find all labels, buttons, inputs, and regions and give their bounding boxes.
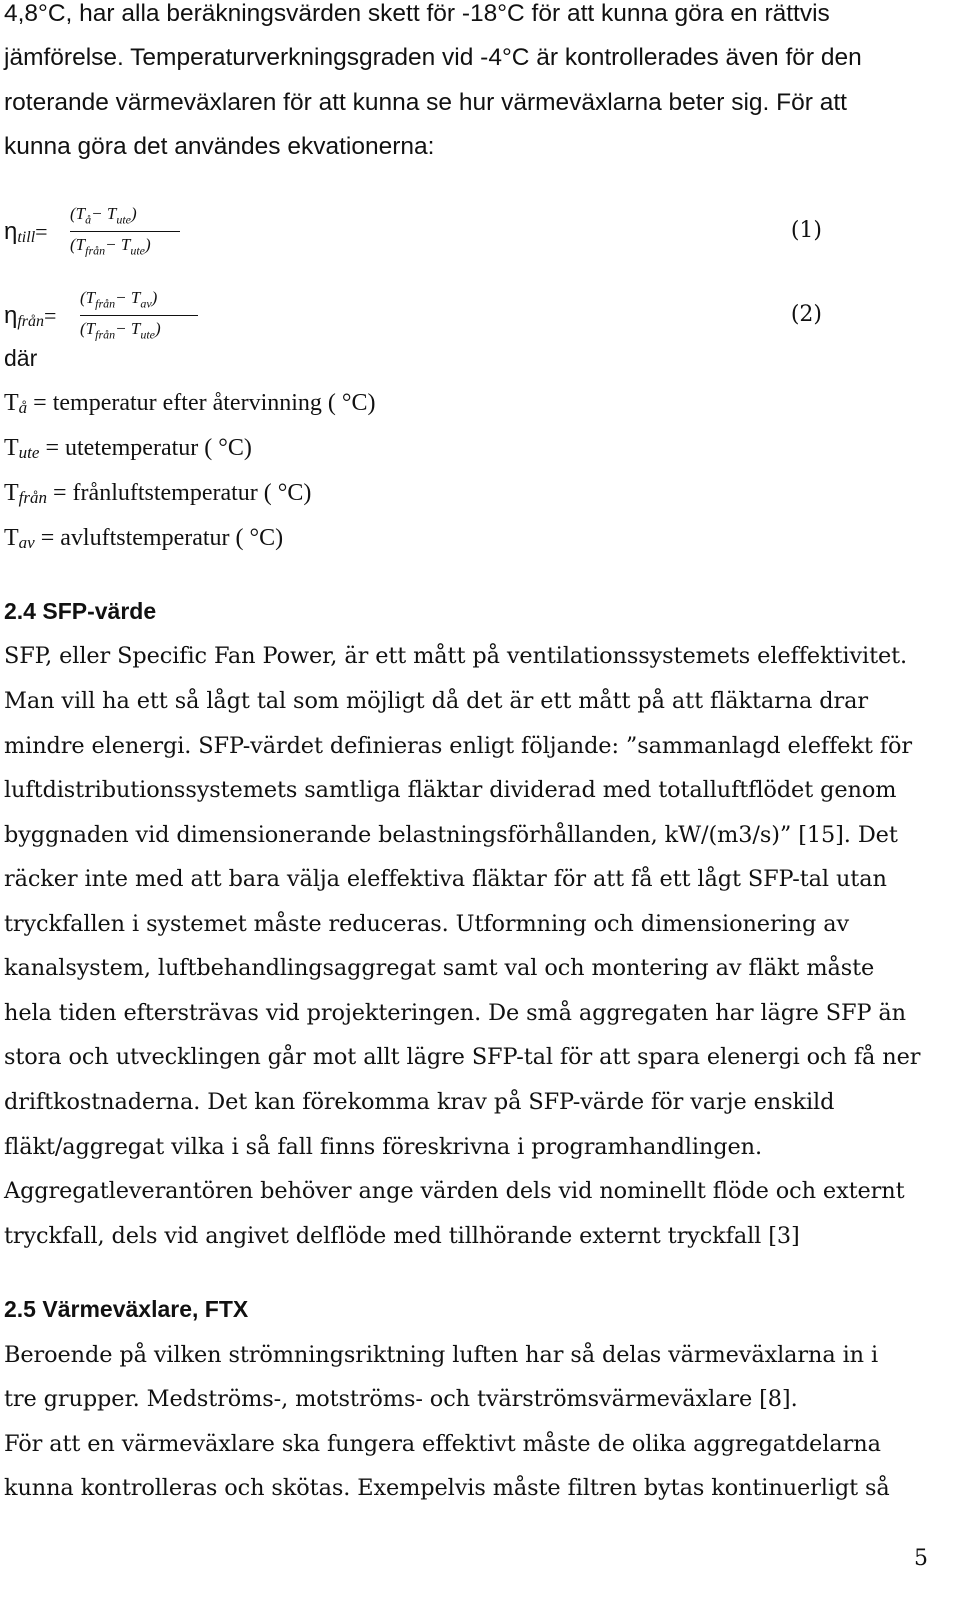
paragraph-line: tryckfall, dels vid angivet delflöde med tillhörande externt tryckfall [3] <box>4 1223 800 1249</box>
paragraph-line: byggnaden vid dimensionerande belastningsförhållanden, kW/(m3/s)” [15]. Det <box>4 822 898 848</box>
paragraph-line: SFP, eller Specific Fan Power, är ett mått på ventilationssystemets eleffektivitet. <box>4 643 908 669</box>
paragraph-line: För att en värmeväxlare ska fungera effektivt måste de olika aggregatdelarna <box>4 1431 881 1457</box>
paragraph-line: fläkt/aggregat vilka i så fall finns föreskrivna i programhandlingen. <box>4 1134 762 1160</box>
paragraph-line: kanalsystem, luftbehandlingsaggregat samt val och montering av fläkt måste <box>4 955 875 981</box>
paragraph-line: hela tiden eftersträvas vid projekteringen. De små aggregaten har lägre SFP än <box>4 1000 907 1026</box>
equation-1-lhs <box>4 218 48 247</box>
section-heading-sfp: 2.4 SFP-värde <box>4 598 157 624</box>
variable-definition: $T_{från}$ = frånluftstemperatur ( °C) <box>4 480 312 507</box>
equation-2-numerator: $(T_{från}- T_{av})$ <box>80 288 158 311</box>
paragraph-line: räcker inte med att bara välja eleffektiva fläktar för att få ett lågt SFP-tal utan <box>4 866 887 892</box>
variable-definition: $T_å$ = temperatur efter återvinning ( °C) <box>4 390 376 417</box>
eta-symbol: η <box>4 218 18 245</box>
fraction-bar <box>80 315 198 316</box>
equation-2-number: (2) <box>790 302 822 327</box>
equation-1 <box>4 200 884 270</box>
intro-line-2: jämförelse. Temperaturverkningsgraden vid -4°C är kontrollerades även för den <box>4 44 862 71</box>
equation-2-denominator: $(T_{från}- T_{ute})$ <box>80 319 161 342</box>
paragraph-line: kunna kontrolleras och skötas. Exempelvis måste filtren bytas kontinuerligt så <box>4 1475 890 1501</box>
eta-subscript: från <box>17 313 45 330</box>
equation-1-number: (1) <box>790 218 822 243</box>
eta-subscript: till <box>17 229 36 246</box>
intro-line-3: roterande värmeväxlaren för att kunna se hur värmeväxlarna beter sig. För att <box>4 89 847 116</box>
equals-sign: = <box>44 303 57 328</box>
equation-1-denominator: $(T_{från}- T_{ute})$ <box>70 235 151 258</box>
paragraph-line: tre grupper. Medströms-, motströms- och tvärströmsvärmeväxlare [8]. <box>4 1386 798 1412</box>
variable-definition: $T_{ute}$ = utetemperatur ( °C) <box>4 435 252 462</box>
section-heading-ftx: 2.5 Värmeväxlare, FTX <box>4 1296 249 1322</box>
paragraph-line: mindre elenergi. SFP-värdet definieras enligt följande: ”sammanlagd eleffekt för <box>4 733 912 759</box>
paragraph-line: luftdistributionssystemets samtliga fläktar dividerad med totalluftflödet genom <box>4 777 897 803</box>
paragraph-line: Man vill ha ett så lågt tal som möjligt då det är ett mått på att fläktarna drar <box>4 688 868 714</box>
paragraph-line: stora och utvecklingen går mot allt lägre SFP-tal för att spara elenergi och få ner <box>4 1044 921 1070</box>
eta-symbol: η <box>4 302 18 329</box>
intro-line-4: kunna göra det användes ekvationerna: <box>4 133 435 160</box>
fraction-bar <box>70 231 180 232</box>
variable-definition: $T_{av}$ = avluftstemperatur ( °C) <box>4 525 284 552</box>
page-number: 5 <box>914 1546 928 1571</box>
equals-sign: = <box>35 219 48 244</box>
equation-2-lhs <box>4 302 56 331</box>
paragraph-line: Beroende på vilken strömningsriktning luften har så delas värmeväxlarna in i <box>4 1342 879 1368</box>
intro-line-1: 4,8°C, har alla beräkningsvärden skett för -18°C för att kunna göra en rättvis <box>4 0 830 27</box>
paragraph-line: driftkostnaderna. Det kan förekomma krav på SFP-värde för varje enskild <box>4 1089 835 1115</box>
paragraph-line: tryckfallen i systemet måste reduceras. Utformning och dimensionering av <box>4 911 849 937</box>
where-label: där <box>4 345 38 371</box>
equation-1-numerator: $(T_å- T_{ute})$ <box>70 204 137 227</box>
equation-2 <box>4 284 884 354</box>
paragraph-line: Aggregatleverantören behöver ange värden dels vid nominellt flöde och externt <box>4 1178 905 1204</box>
